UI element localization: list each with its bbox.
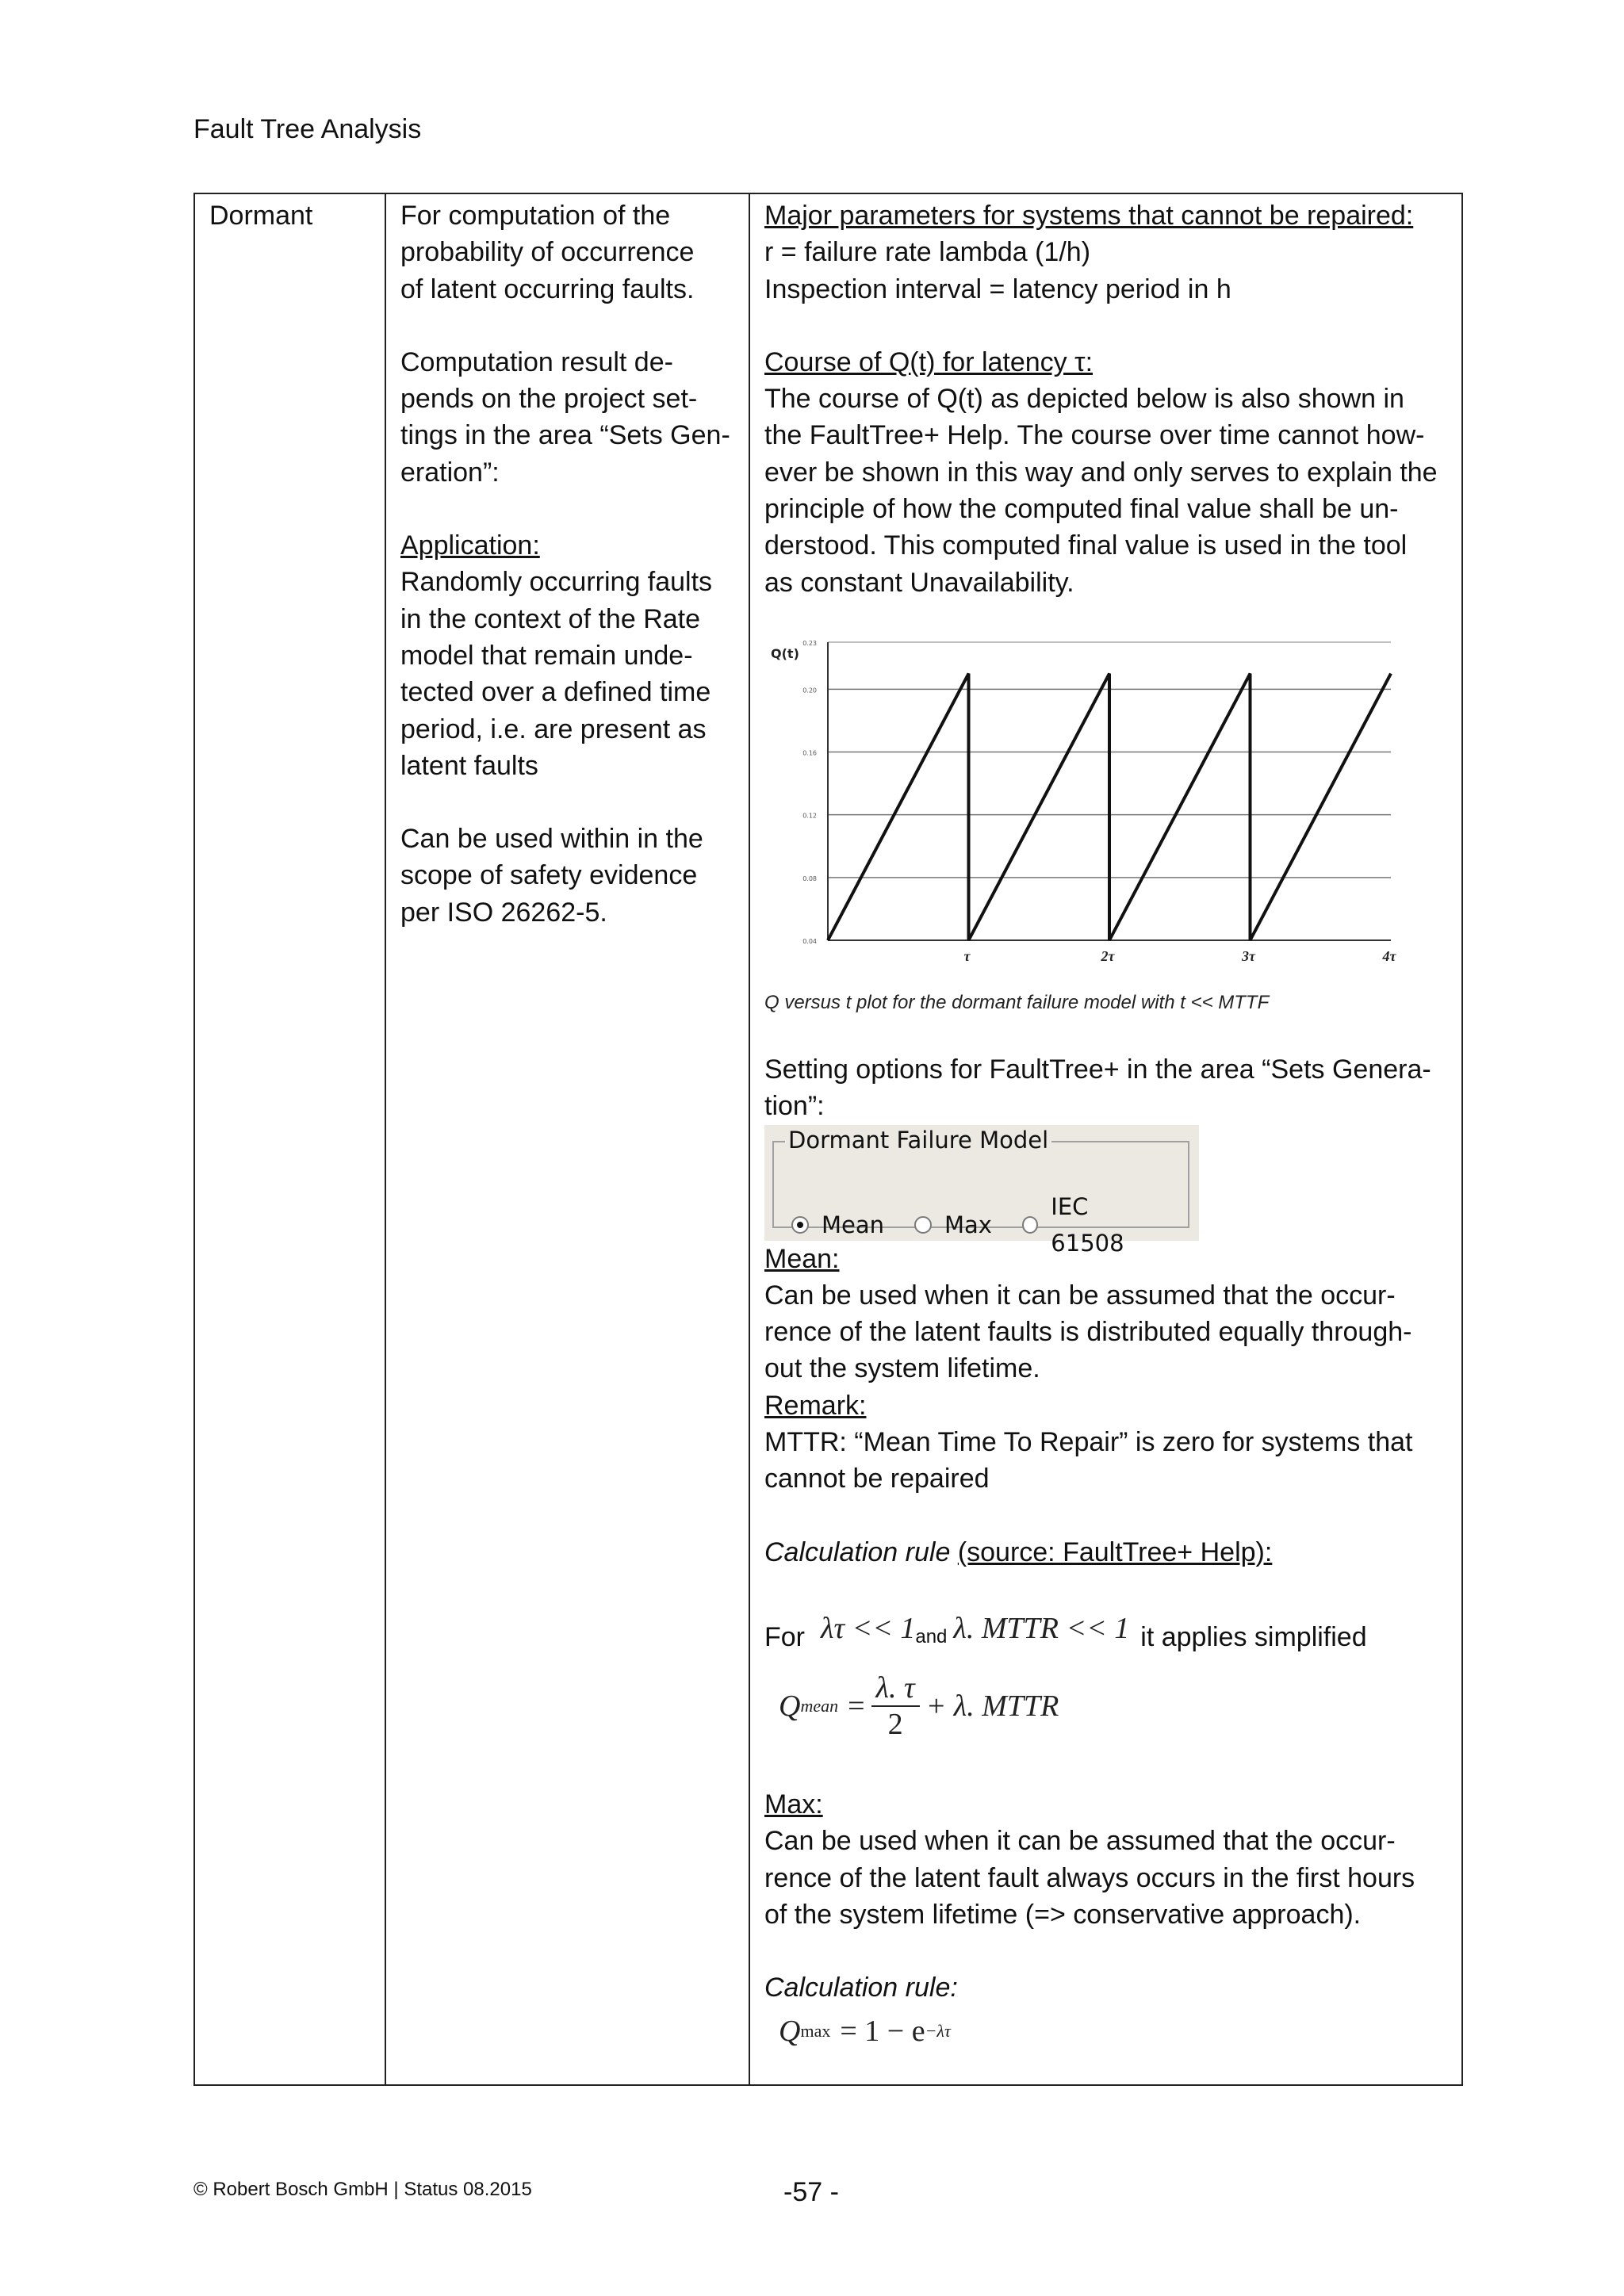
y-tick-label: 0.04	[802, 937, 817, 945]
course-line: The course of Q(t) as depicted below is also shown in	[764, 384, 1404, 415]
param-line: Inspection interval = latency period in h	[764, 274, 1231, 304]
radio-label: Max	[944, 1211, 992, 1238]
remark-line: cannot be repaired	[764, 1464, 990, 1494]
param-line: r = failure rate lambda (1/h)	[764, 237, 1091, 268]
description-line: tected over a defined time	[400, 677, 711, 708]
y-axis-label: Q(t)	[771, 645, 799, 661]
running-header: Fault Tree Analysis	[193, 114, 422, 144]
description-line: in the context of the Rate	[400, 603, 701, 634]
description-line: tings in the area “Sets Gen-	[400, 420, 730, 451]
formula-rest: = 1 − e	[840, 2015, 925, 2049]
fraction-numerator: λ. τ	[871, 1670, 920, 1707]
condition-line	[764, 1599, 1450, 1658]
y-tick-label: 0.16	[802, 749, 817, 757]
radio-max[interactable]	[914, 1207, 992, 1243]
q-series-line	[828, 674, 1391, 940]
x-tick-label: 3τ	[1242, 947, 1255, 964]
exponent: −λτ	[925, 2021, 951, 2042]
course-line: as constant Unavailability.	[764, 567, 1074, 598]
description-cell	[385, 193, 749, 2085]
setting-line: Setting options for FaultTree+ in the area “Sets Genera-	[764, 1054, 1431, 1085]
for-label: For	[764, 1621, 805, 1652]
qmean-formula	[779, 1663, 1450, 1750]
q-subscript: mean	[800, 1695, 839, 1716]
course-line: derstood. This computed final value is used in the tool	[764, 530, 1408, 561]
course-line: the FaultTree+ Help. The course over time cannot how-	[764, 420, 1425, 451]
dormant-failure-model-dialog	[764, 1125, 1199, 1257]
radio-group	[791, 1188, 1188, 1262]
content-table	[193, 193, 1463, 2086]
radio-unchecked-icon[interactable]	[914, 1216, 932, 1234]
description-line: per ISO 26262-5.	[400, 897, 607, 928]
radio-iec-61508[interactable]	[1022, 1188, 1158, 1262]
qmax-formula	[779, 2006, 1450, 2057]
description-line: model that remain unde-	[400, 640, 693, 671]
application-heading: Application:	[400, 530, 540, 561]
model-name-cell	[194, 193, 385, 2085]
y-tick-label: 0.08	[802, 874, 817, 882]
applies-label: it applies simplified	[1140, 1621, 1367, 1652]
course-heading: Course of Q(t) for latency τ:	[764, 346, 1094, 377]
max-heading: Max:	[764, 1789, 823, 1820]
description-line: Computation result de-	[400, 346, 673, 377]
model-name: Dormant	[209, 201, 313, 231]
dormant-failure-model-groupbox	[772, 1141, 1189, 1257]
description-line: of latent occurring faults.	[400, 274, 695, 304]
description-line: pends on the project set-	[400, 384, 698, 415]
max-line: rence of the latent fault always occurs in the first hours	[764, 1862, 1415, 1893]
x-tick-label: 4τ	[1382, 947, 1396, 964]
x-tick-label: 2τ	[1101, 947, 1115, 964]
description-line: probability of occurrence	[400, 237, 695, 268]
radio-label: Mean	[822, 1211, 885, 1238]
remark-line: MTTR: “Mean Time To Repair” is zero for systems that	[764, 1427, 1413, 1458]
calc-rule-label: Calculation rule	[764, 1536, 951, 1567]
q-symbol: Q	[779, 2015, 801, 2049]
course-line: principle of how the computed final value shall be un-	[764, 494, 1399, 525]
fraction	[871, 1670, 920, 1742]
description-line: period, i.e. are present as	[400, 714, 707, 744]
y-tick-label: 0.12	[802, 812, 817, 820]
description-line: latent faults	[400, 750, 538, 781]
course-line: ever be shown in this way and only serves to explain the	[764, 457, 1438, 488]
description-line: Can be used within in the	[400, 824, 703, 855]
condition-2: λ. MTTR << 1	[953, 1611, 1130, 1645]
max-line: of the system lifetime (=> conservative approach).	[764, 1899, 1362, 1930]
description-line: scope of safety evidence	[400, 860, 698, 891]
condition-1: λτ << 1	[821, 1611, 916, 1645]
table-row	[194, 193, 1462, 2085]
footer-copyright: © Robert Bosch GmbH | Status 08.2015	[193, 2179, 532, 2200]
page-number: -57 -	[783, 2177, 839, 2207]
q-symbol: Q	[779, 1689, 801, 1723]
chart-svg	[764, 626, 1415, 991]
mean-line: out the system lifetime.	[764, 1353, 1040, 1384]
q-subscript: max	[800, 2021, 831, 2042]
radio-label: IEC 61508	[1051, 1192, 1124, 1257]
max-line: Can be used when it can be assumed that the occur-	[764, 1826, 1396, 1857]
mean-line: Can be used when it can be assumed that the occur-	[764, 1280, 1396, 1311]
radio-checked-icon[interactable]	[791, 1216, 809, 1234]
y-tick-label: 0.23	[802, 639, 817, 647]
radio-unchecked-icon[interactable]	[1022, 1216, 1038, 1234]
and-label: and	[915, 1625, 948, 1647]
groupbox-legend: Dormant Failure Model	[785, 1127, 1051, 1154]
calc-rule-source: (source: FaultTree+ Help):	[957, 1536, 1273, 1567]
q-versus-t-chart	[764, 626, 1415, 991]
chart-caption: Q versus t plot for the dormant failure model with t << MTTF	[764, 991, 1270, 1013]
major-parameters-heading: Major parameters for systems that cannot be repaired:	[764, 201, 1414, 231]
calc-rule-2: Calculation rule:	[764, 1973, 958, 2003]
equals-sign: =	[848, 1689, 865, 1723]
fraction-denominator: 2	[887, 1707, 903, 1741]
radio-mean[interactable]	[791, 1207, 884, 1243]
description-line: Randomly occurring faults	[400, 567, 713, 598]
formula-rest: + λ. MTTR	[925, 1689, 1059, 1723]
x-tick-label: τ	[963, 947, 971, 964]
calc-rule-line	[764, 1534, 1450, 1571]
description-line: For computation of the	[400, 201, 671, 231]
mean-heading: Mean:	[764, 1243, 840, 1274]
remark-heading: Remark:	[764, 1390, 867, 1421]
y-tick-label: 0.20	[802, 687, 817, 695]
description-line: eration”:	[400, 457, 500, 488]
details-cell	[749, 193, 1462, 2085]
setting-line: tion”:	[764, 1091, 825, 1122]
mean-line: rence of the latent faults is distributed equally through-	[764, 1317, 1412, 1348]
